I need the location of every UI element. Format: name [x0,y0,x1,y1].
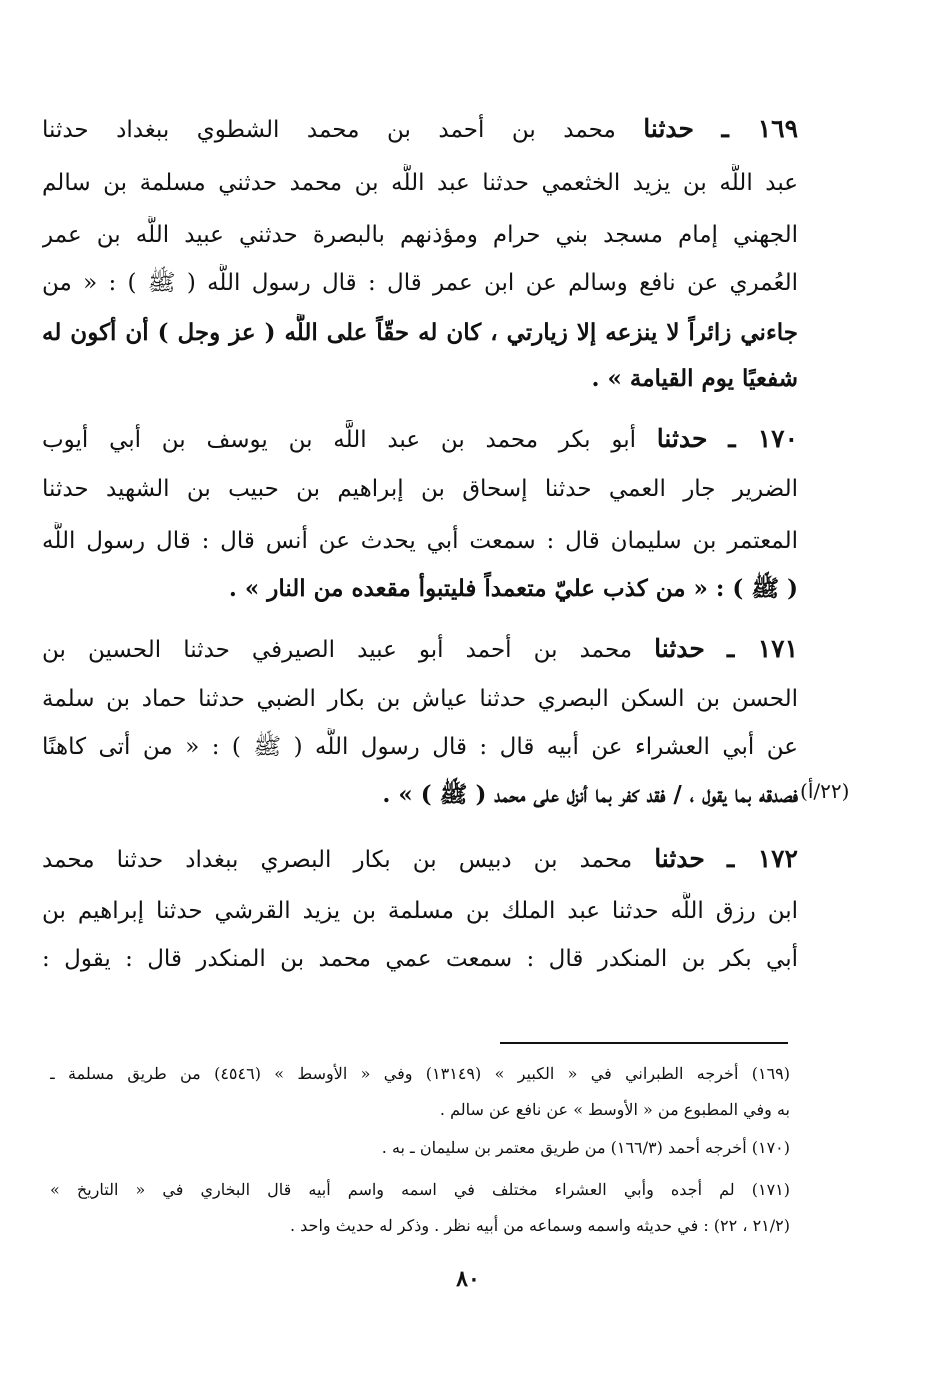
hadith-171-line-4: فصدقه بما يقول ، / فقد كفر بما أنزل على محمد ( ﷺ ) » . [382,781,798,808]
hadith-169-number: ١٦٩ ـ [721,114,798,143]
hadith-172-text-1: محمد بن دبيس بن بكار البصري ببغداد حدثنا محمد [42,847,633,873]
hadith-170-line-4: ( ﷺ ) : « من كذب عليّ متعمداً فليتبوأ مقعده من النار » . [228,575,798,602]
hadith-172-line-3: أبي بكر بن المنكدر قال : سمعت عمي محمد بن المنكدر قال : يقول : [42,946,798,972]
hadith-172-line-2: ابن رزق اللَّه حدثنا عبد الملك بن مسلمة بن يزيد القرشي حدثنا إبراهيم بن [42,898,798,924]
hadith-169-line-2: عبد اللَّه بن يزيد الخثعمي حدثنا عبد اللَّه بن محمد حدثني مسلمة بن سالم [42,170,798,196]
footnote-169-line-2: به وفي المطبوع من « الأوسط » عن نافع عن سالم . [439,1100,790,1119]
hadith-169-line-1 [42,110,798,150]
hadith-169-line-3: الجهني إمام مسجد بني حرام ومؤذنهم بالبصرة حدثني عبيد اللَّه بن عمر [42,222,798,248]
hadith-171-line-1 [42,630,798,670]
hadith-169-line-4: العُمري عن نافع وسالم عن ابن عمر قال : قال رسول اللَّه ( ﷺ ) : « من [42,270,798,296]
hadith-170-number: ١٧٠ ـ [728,424,798,453]
hadith-170-line-1 [42,420,798,460]
hadith-171-opener: حدثنا [654,634,705,663]
hadith-169-line-5: جاءني زائراً لا ينزعه إلا زيارتي ، كان له حقّاً على اللَّه ( عز وجل ) أن أكون له [42,319,798,346]
footnote-171-line-2: (٢١/٢ ، ٢٢) : في حديثه واسمه وسماعه من أبيه نظر . وذكر له حديث واحد . [289,1216,790,1235]
hadith-170-line-2: الضرير جار العمي حدثنا إسحاق بن إبراهيم بن حبيب بن الشهيد حدثنا [42,476,798,502]
hadith-169-opener: حدثنا [643,114,694,143]
hadith-171-line-3: عن أبي العشراء عن أبيه قال : قال رسول اللَّه ( ﷺ ) : « من أتى كاهنًا [42,734,798,760]
hadith-171-line-2: الحسن بن السكن البصري حدثنا عياش بن بكار الضبي حدثنا حماد بن سلمة [42,686,798,712]
footnote-separator [500,1042,788,1044]
hadith-170-opener: حدثنا [656,424,708,453]
footnote-171-line-1: (١٧١) لم أجده وأبي العشراء مختلف في اسمه واسم أبيه قال البخاري في « التاريخ » [50,1180,790,1199]
footnote-170: (١٧٠) أخرجه أحمد (١٦٦/٣) من طريق معتمر بن سليمان ـ به . [381,1138,790,1157]
hadith-170-line-3: المعتمر بن سليمان قال : سمعت أبي يحدث عن أنس قال : قال رسول اللَّه [42,528,798,554]
hadith-169-line-6: شفعيًا يوم القيامة » . [591,365,798,392]
hadith-172-opener: حدثنا [654,844,705,873]
folio-marginal-reference: (٢٢/أ) [800,779,850,803]
footnote-169-line-1: (١٦٩) أخرجه الطبراني في « الكبير » (١٣١٤٩) وفي « الأوسط » (٤٥٤٦) من طريق مسلمة ـ [50,1064,790,1083]
hadith-172-line-1 [42,840,798,880]
hadith-170-text-1: أبو بكر محمد بن عبد اللَّه بن يوسف بن أبي أيوب [42,427,637,453]
hadith-171-number: ١٧١ ـ [726,634,798,663]
hadith-169-text-1: محمد بن أحمد بن محمد الشطوي ببغداد حدثنا [42,117,616,143]
hadith-172-number: ١٧٢ ـ [726,844,798,873]
page-number: ٨٠ [456,1266,480,1292]
hadith-171-text-1: محمد بن أحمد أبو عبيد الصيرفي حدثنا الحسين بن [42,637,633,663]
